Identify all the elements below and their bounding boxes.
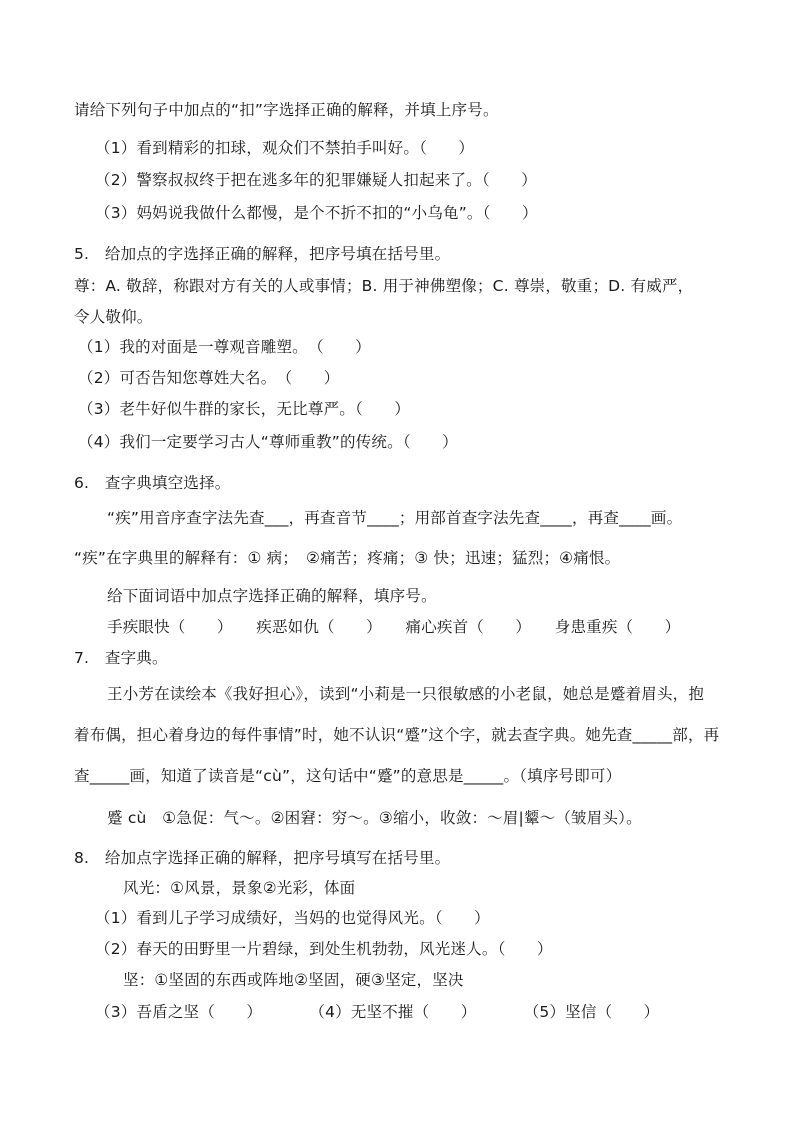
paragraph-line: 着布偶，担心着身边的每件事情”时，她不认识“蹙”这个字，就去查字典。她先查_____部，再	[74, 726, 720, 744]
definition-line: “疾”在字典里的解释有：① 病； ②痛苦；疼痛；③ 快；迅速；猛烈；④痛恨。	[74, 549, 621, 567]
instruction-line: 给下面词语中加点字选择正确的解释，填序号。	[107, 587, 437, 605]
paragraph-line: 查_____画，知道了读音是“cù”，这句话中“蹙”的意思是_____。（填序号即可）	[74, 767, 622, 785]
paragraph-line: 王小芳在读绘本《我好担心》，读到“小莉是一只很敏感的小老鼠，她总是蹙着眉头，抱	[107, 685, 705, 703]
question-line: 手疾眼快（ ） 疾恶如仇（ ） 痛心疾首（ ） 身患重疾（ ）	[107, 618, 681, 636]
question-line: （3）妈妈说我做什么都慢，是个不折不扣的“小乌龟”。（ ）	[95, 204, 538, 222]
question-line: （1）我的对面是一尊观音雕塑。 （ ）	[78, 338, 371, 356]
section-title: 5. 给加点的字选择正确的解释，把序号填在括号里。	[74, 245, 451, 263]
section-title: 7. 查字典。	[74, 649, 168, 667]
question-line: （2）可否告知您尊姓大名。 （ ）	[78, 369, 340, 387]
question-line: （2）警察叔叔终于把在逃多年的犯罪嫌疑人扣起来了。（ ）	[95, 171, 537, 189]
question-line: （3）老牛好似牛群的家长，无比尊严。（ ）	[78, 400, 411, 418]
intro-instruction: 请给下列句子中加点的“扣”字选择正确的解释，并填上序号。	[74, 101, 499, 119]
definition-line: 尊：A. 敬辞，称跟对方有关的人或事情；B. 用于神佛塑像；C. 尊崇，敬重；D. 有威严，	[74, 277, 694, 295]
definition-line: 风光：①风景，景象②光彩，体面	[123, 879, 356, 897]
question-line: （1）看到精彩的扣球，观众们不禁拍手叫好。（ ）	[95, 139, 475, 157]
fill-blank-line: “疾”用音序查字法先查___，再查音节____；用部首查字法先查____，再查____画。	[107, 509, 683, 527]
section-title: 6. 查字典填空选择。	[74, 474, 231, 492]
dictionary-entry: 蹙 cù ①急促：气～。②困窘：穷～。③缩小，收敛：～眉|颦～（皱眉头）。	[107, 809, 642, 827]
question-line: （1）看到儿子学习成绩好，当妈的也觉得风光。（ ）	[95, 909, 490, 927]
section-title: 8. 给加点字选择正确的解释，把序号填写在括号里。	[74, 849, 451, 867]
question-line: （2）春天的田野里一片碧绿，到处生机勃勃，风光迷人。（ ）	[95, 940, 553, 958]
definition-line: 坚：①坚固的东西或阵地②坚固，硬③坚定，坚决	[123, 971, 464, 989]
question-line: （3）吾盾之坚（ ） （4）无坚不摧（ ） （5）坚信（ ）	[95, 1003, 660, 1021]
definition-line: 令人敬仰。	[74, 308, 153, 326]
question-line: （4）我们一定要学习古人“尊师重教”的传统。（ ）	[78, 433, 458, 451]
